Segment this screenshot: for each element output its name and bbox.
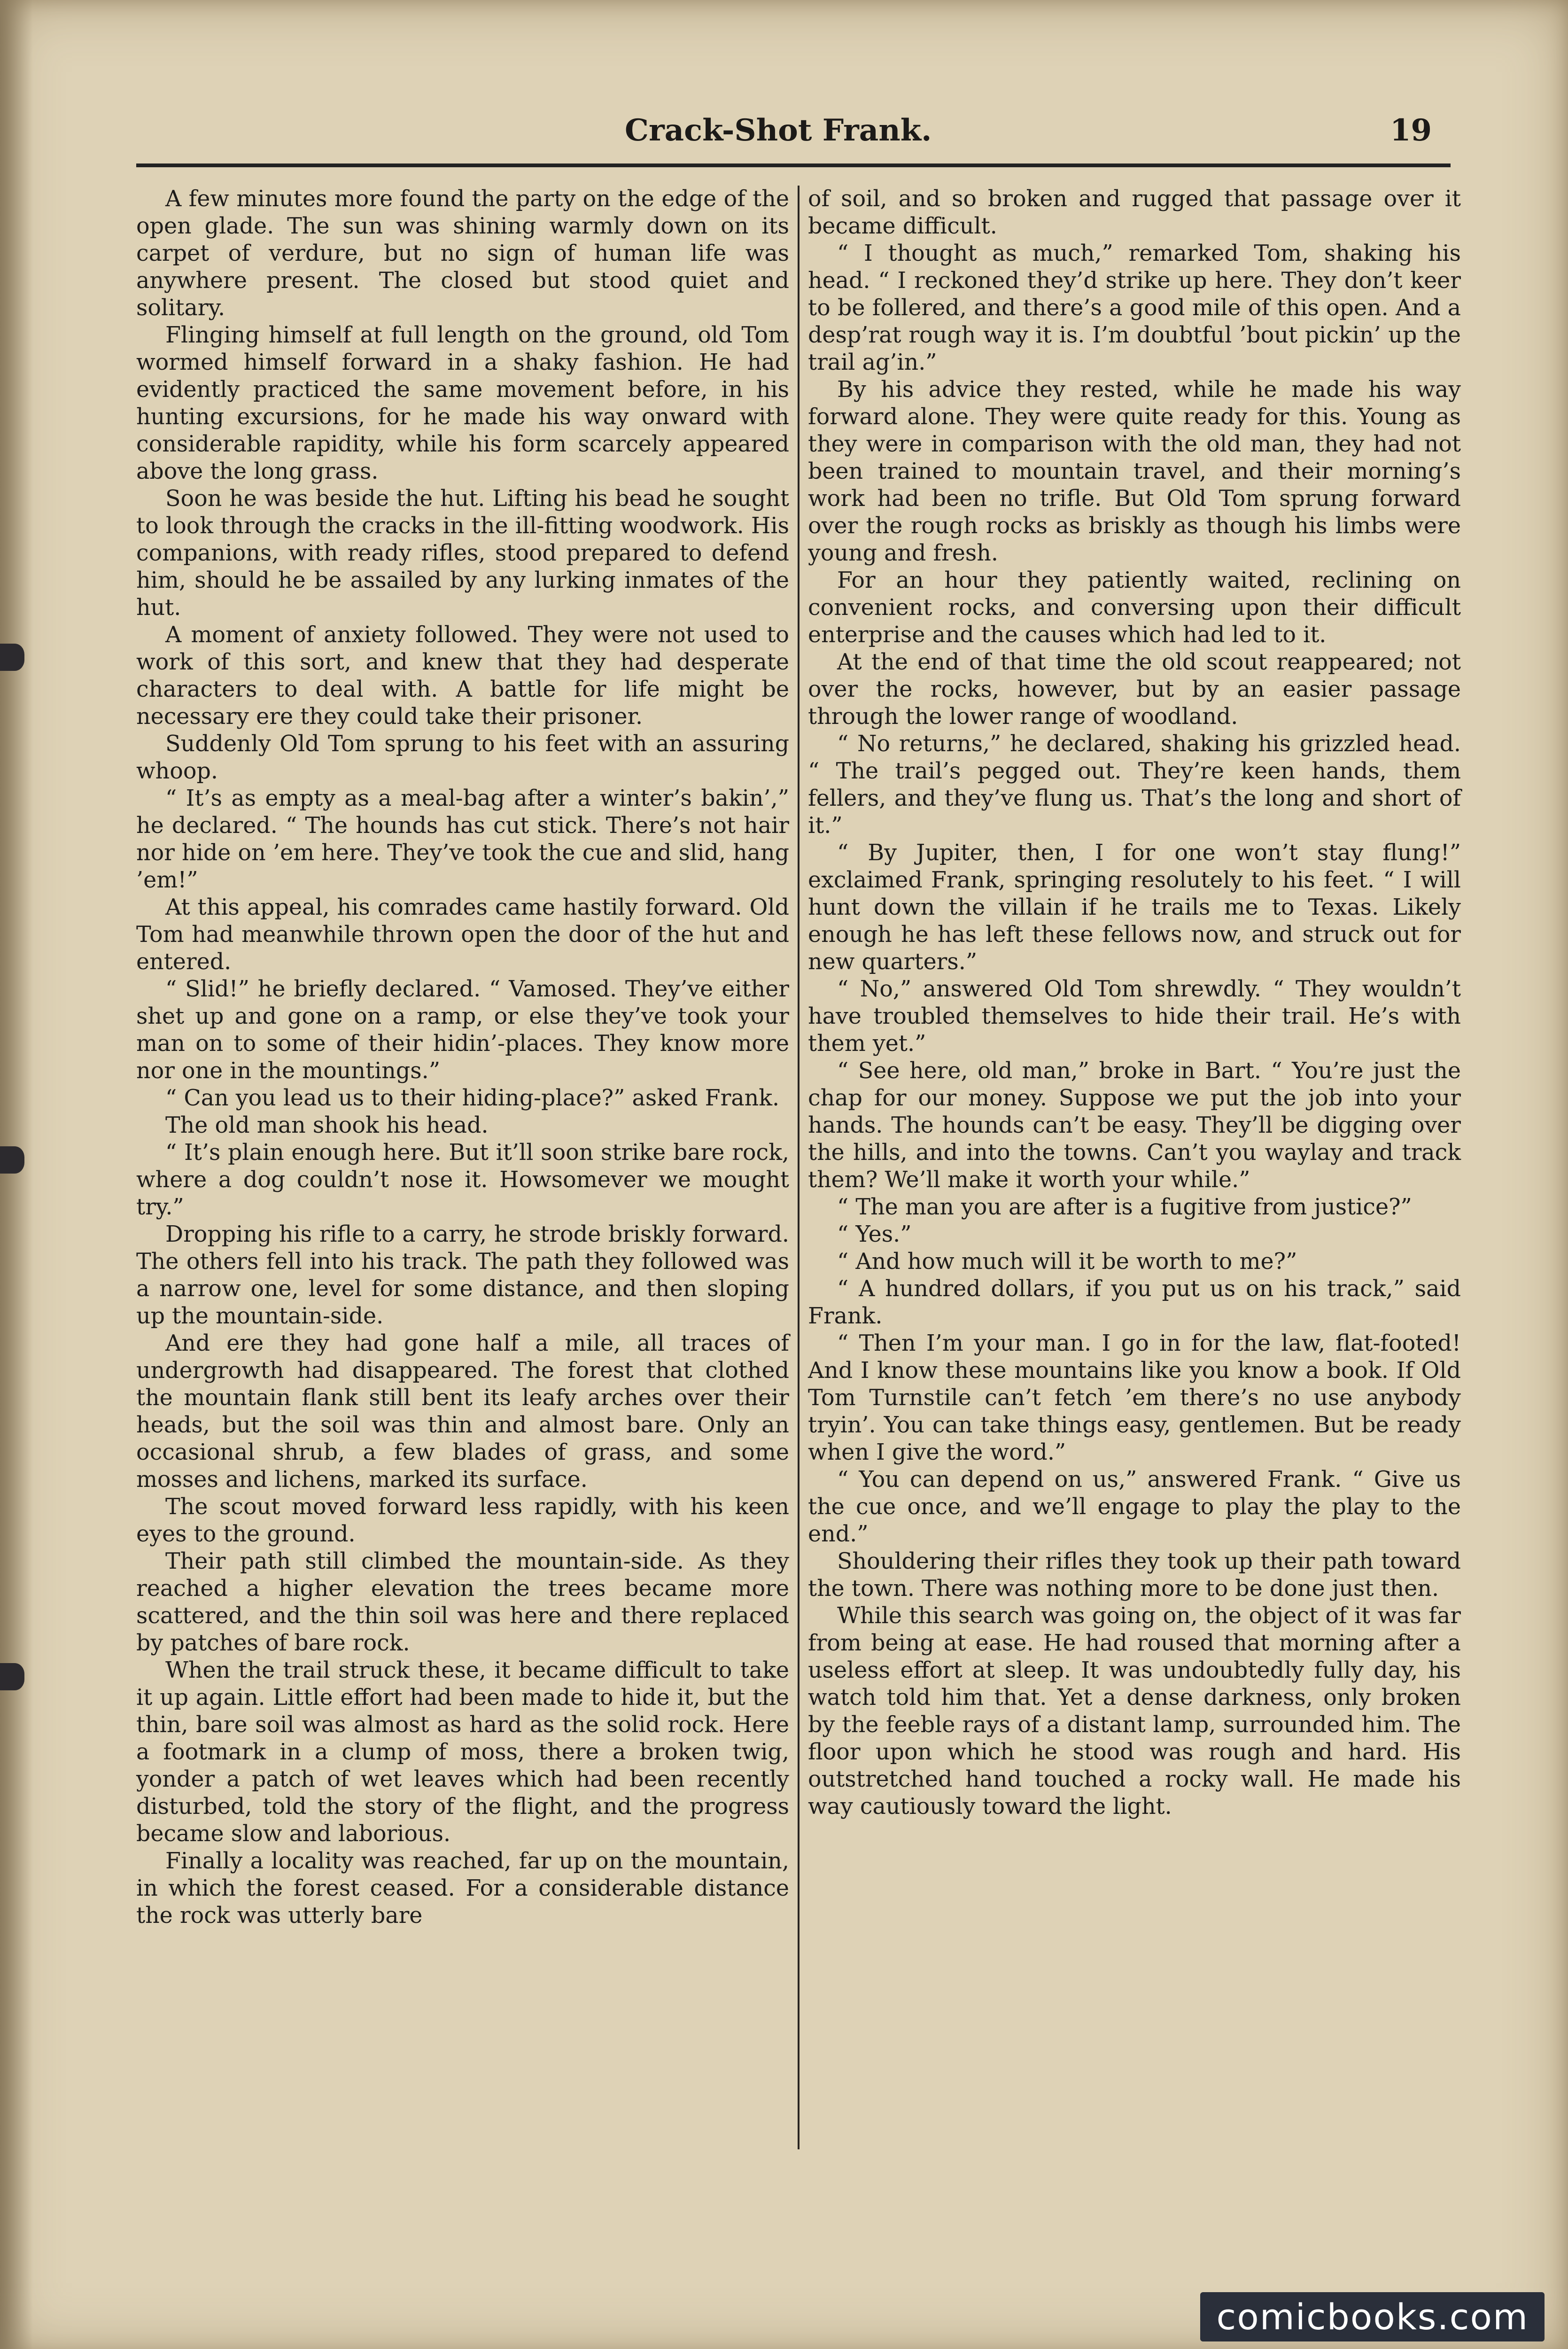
paragraph: Suddenly Old Tom sprung to his feet with an assuring whoop. bbox=[136, 731, 789, 784]
paragraph: of soil, and so broken and rugged that passage over it became difficult. bbox=[808, 186, 1461, 239]
paragraph: “ Can you lead us to their hiding-place?” asked Frank. bbox=[165, 1085, 780, 1111]
column-divider bbox=[798, 186, 800, 2149]
paragraph: “ It’s as empty as a meal-bag after a winter’s bakin’,” he declared. “ The hounds has cut stick. There’s not hair nor hide on ’em here. They’ve took the cue and slid, hang ’em!” bbox=[136, 786, 789, 893]
paragraph: Their path still climbed the mountain-side. As they reached a higher elevation the trees became more scattered, and the thin soil was here and there replaced by patches of bare rock. bbox=[136, 1548, 789, 1656]
paragraph: A few minutes more found the party on the edge of the open glade. The sun was shining warmly down on its carpet of verdure, but no sign of human life was anywhere present. The closed but stood quiet and solitary. bbox=[136, 186, 789, 321]
paragraph: “ The man you are after is a fugitive from justice?” bbox=[837, 1194, 1412, 1220]
page-edge-shadow bbox=[0, 0, 33, 2349]
binding-hole bbox=[0, 1146, 24, 1174]
binding-hole bbox=[0, 1663, 24, 1690]
paragraph: Flinging himself at full length on the ground, old Tom wormed himself forward in a shaky fashion. He had evidently practiced the same movement before, in his hunting excursions, for he made his way onward with considerable rapidity, while his form scarcely appeared above the long grass. bbox=[136, 322, 789, 484]
paragraph: At this appeal, his comrades came hastily forward. Old Tom had meanwhile thrown open the door of the hut and entered. bbox=[136, 894, 789, 975]
paragraph: “ By Jupiter, then, I for one won’t stay flung!” exclaimed Frank, springing resolutely to his feet. “ I will hunt down the villain if he trails me to Texas. Likely enough he has left these fellows now, and struck out for new quarters.” bbox=[808, 840, 1461, 975]
paragraph: Shouldering their rifles they took up their path toward the town. There was nothing more to be done just then. bbox=[808, 1548, 1461, 1602]
text-column-left bbox=[136, 186, 789, 1929]
paragraph: “ No returns,” he declared, shaking his grizzled head. “ The trail’s pegged out. They’re keen hands, them fellers, and they’ve flung us. That’s the long and short of it.” bbox=[808, 731, 1461, 839]
paragraph: “ You can depend on us,” answered Frank. “ Give us the cue once, and we’ll engage to play the play to the end.” bbox=[808, 1467, 1461, 1547]
paragraph: “ And how much will it be worth to me?” bbox=[837, 1249, 1297, 1275]
paragraph: “ Slid!” he briefly declared. “ Vamosed. They’ve either shet up and gone on a ramp, or else they’ve took your man on to some of their hidin’-places. They know more nor one in the mountings.” bbox=[136, 976, 789, 1084]
paragraph: Finally a locality was reached, far up on the mountain, in which the forest ceased. For a considerable distance the rock was utterly bare bbox=[136, 1848, 789, 1929]
header-rule bbox=[136, 163, 1451, 167]
text-column-right bbox=[808, 186, 1461, 1820]
paragraph: “ Yes.” bbox=[837, 1221, 912, 1247]
paragraph: “ Then I’m your man. I go in for the law, flat-footed! And I know these mountains like you know a book. If Old Tom Turnstile can’t fetch ’em there’s no use anybody tryin’. You can take things easy, gentlemen. But be ready when I give the word.” bbox=[808, 1330, 1461, 1465]
paragraph: “ A hundred dollars, if you put us on his track,” said Frank. bbox=[808, 1276, 1461, 1329]
paragraph: “ I thought as much,” remarked Tom, shaking his head. “ I reckoned they’d strike up here. They don’t keer to be follered, and there’s a good mile of this open. And a desp’rat rough way it is. I’m doubtful ’bout pickin’ up the trail ag’in.” bbox=[808, 241, 1461, 375]
running-title: Crack-Shot Frank. bbox=[625, 113, 932, 148]
paragraph: “ It’s plain enough here. But it’ll soon strike bare rock, where a dog couldn’t nose it. Howsomever we mought try.” bbox=[136, 1140, 789, 1220]
paragraph: Soon he was beside the hut. Lifting his bead he sought to look through the cracks in the ill-fitting woodwork. His companions, with ready rifles, stood prepared to defend him, should he be assailed by any lurking inmates of the hut. bbox=[136, 486, 789, 621]
binding-hole bbox=[0, 644, 24, 671]
paragraph: And ere they had gone half a mile, all traces of undergrowth had disappeared. The forest that clothed the mountain flank still bent its leafy arches over their heads, but the soil was thin and almost bare. Only an occasional shrub, a few blades of grass, and some mosses and lichens, marked its surface. bbox=[136, 1330, 789, 1493]
paragraph: “ No,” answered Old Tom shrewdly. “ They wouldn’t have troubled themselves to hide their trail. He’s with them yet.” bbox=[808, 976, 1461, 1057]
paragraph: Dropping his rifle to a carry, he strode briskly forward. The others fell into his track. The path they followed was a narrow one, level for some distance, and then sloping up the mountain-side. bbox=[136, 1221, 789, 1329]
paragraph: The old man shook his head. bbox=[165, 1112, 489, 1138]
paragraph: While this search was going on, the object of it was far from being at ease. He had roused that morning after a useless effort at sleep. It was undoubtedly fully day, his watch told him that. Yet a dense darkness, only broken by the feeble rays of a distant lamp, surrounded him. The floor upon which he stood was rough and hard. His outstretched hand touched a rocky wall. He made his way cautiously toward the light. bbox=[808, 1603, 1461, 1820]
paragraph: When the trail struck these, it became difficult to take it up again. Little effort had been made to hide it, but the thin, bare soil was almost as hard as the solid rock. Here a footmark in a clump of moss, there a broken twig, yonder a patch of wet leaves which had been recently disturbed, told the story of the flight, and the progress became slow and laborious. bbox=[136, 1657, 789, 1847]
paragraph: “ See here, old man,” broke in Bart. “ You’re just the chap for our money. Suppose we put the job into your hands. The hounds can’t be easy. They’ll be digging over the hills, and into the towns. Can’t you waylay and track them? We’ll make it worth your while.” bbox=[808, 1058, 1461, 1193]
paragraph: At the end of that time the old scout reappeared; not over the rocks, however, but by an easier passage through the lower range of woodland. bbox=[808, 649, 1461, 730]
paragraph: For an hour they patiently waited, reclining on convenient rocks, and conversing upon their difficult enterprise and the causes which had led to it. bbox=[808, 568, 1461, 648]
paragraph: The scout moved forward less rapidly, with his keen eyes to the ground. bbox=[136, 1494, 789, 1547]
page-number: 19 bbox=[1389, 113, 1432, 148]
paragraph: A moment of anxiety followed. They were not used to work of this sort, and knew that they had desperate characters to deal with. A battle for life might be necessary ere they could take their prisoner. bbox=[136, 622, 789, 730]
watermark-badge: comicbooks.com bbox=[1200, 2292, 1545, 2341]
page-header bbox=[136, 108, 1451, 155]
paragraph: By his advice they rested, while he made his way forward alone. They were quite ready for this. Young as they were in comparison with the old man, they had not been trained to mountain travel, and their morning’s work had been no trifle. But Old Tom sprung forward over the rough rocks as briskly as though his limbs were young and fresh. bbox=[808, 377, 1461, 566]
